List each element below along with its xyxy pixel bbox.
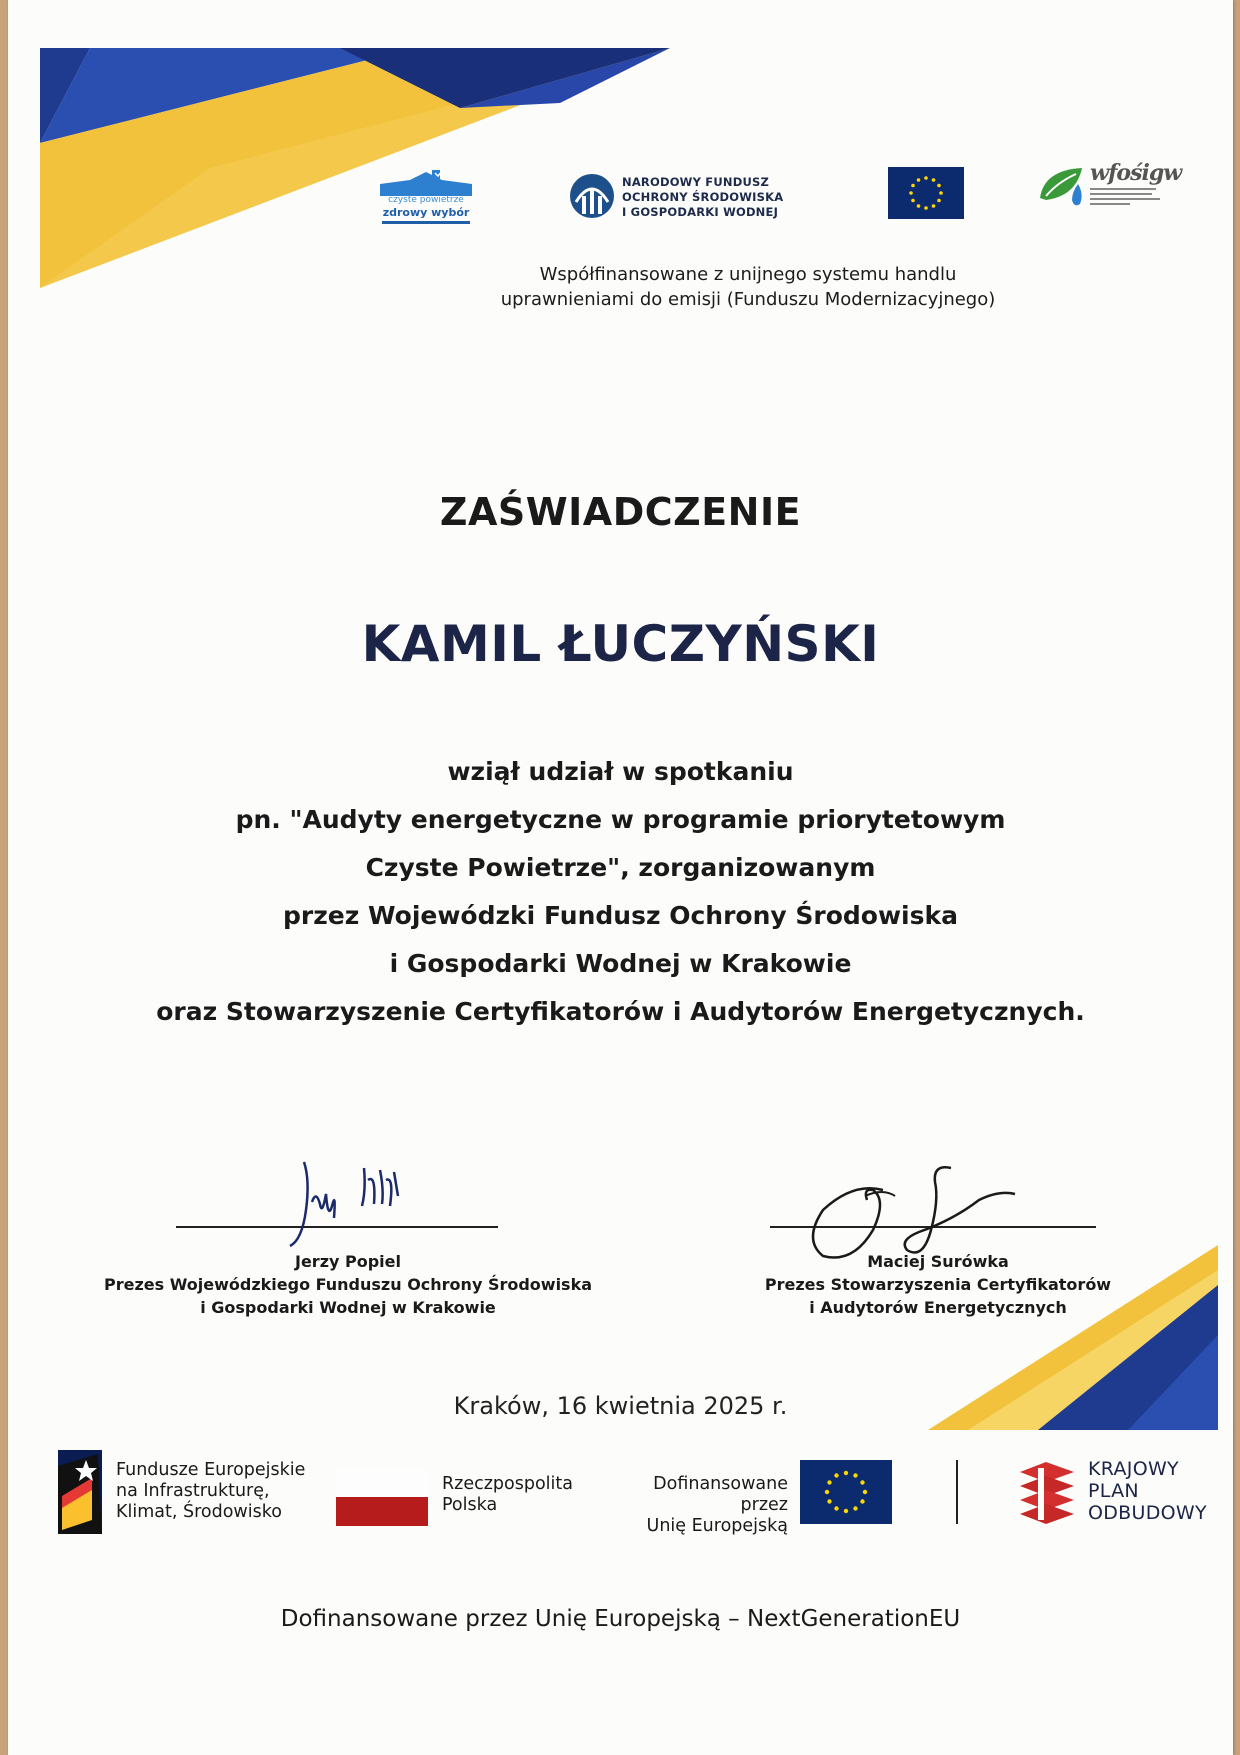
fe-emblem-icon	[58, 1450, 102, 1534]
czyste-powietrze-line2: zdrowy wybór	[382, 206, 470, 219]
kpo-line3: ODBUDOWY	[1088, 1502, 1207, 1524]
polish-flag-icon	[336, 1468, 428, 1526]
body-line: oraz Stowarzyszenie Certyfikatorów i Audytorów Energetycznych.	[156, 997, 1085, 1026]
rp-line1: Rzeczpospolita	[442, 1474, 573, 1494]
leaf-drop-icon	[1036, 162, 1090, 214]
rzeczpospolita-polska-text	[442, 1474, 573, 1516]
place-and-date: Kraków, 16 kwietnia 2025 r.	[453, 1392, 788, 1420]
body-line: i Gospodarki Wodnej w Krakowie	[389, 949, 852, 978]
signatory-name: Jerzy Popiel	[295, 1252, 401, 1271]
nfosigw-line3: I GOSPODARKI WODNEJ	[622, 205, 779, 219]
body-line: Czyste Powietrze", zorganizowanym	[365, 853, 876, 882]
body-line: przez Wojewódzki Fundusz Ochrony Środowiska	[282, 901, 959, 930]
rp-line2: Polska	[442, 1495, 498, 1515]
kpo-line1: KRAJOWY	[1088, 1458, 1179, 1480]
signatory-left	[98, 1250, 598, 1319]
signatory-role-line: Prezes Wojewódzkiego Funduszu Ochrony Środowiska	[103, 1275, 593, 1294]
nfosigw-logo	[568, 172, 788, 222]
fe-line1: Fundusze Europejskie	[116, 1460, 306, 1480]
recipient-name: KAMIL ŁUCZYŃSKI	[361, 615, 880, 673]
house-roof-icon	[380, 170, 472, 196]
body-line: wziął udział w spotkaniu	[447, 757, 794, 786]
certificate-page	[8, 0, 1233, 1755]
cofinancing-line2: uprawnieniami do emisji (Funduszu Modernizacyjnego)	[500, 289, 996, 310]
wfosigw-logo	[1036, 160, 1182, 220]
wfosigw-small-text	[1090, 187, 1170, 210]
wfosigw-name: wfośigw	[1090, 160, 1182, 186]
certificate-title: ZAŚWIADCZENIE	[439, 490, 802, 534]
cofinancing-line1: Współfinansowane z unijnego systemu handlu	[539, 264, 957, 285]
body-line: pn. "Audyty energetyczne w programie priorytetowym	[235, 805, 1006, 834]
footer-divider	[956, 1460, 958, 1524]
ue-line2: Unię Europejską	[646, 1516, 788, 1536]
czyste-powietrze-line1: czyste powietrze	[388, 195, 464, 205]
kpo-emblem-icon	[1016, 1462, 1078, 1524]
kpo-line2: PLAN	[1088, 1480, 1139, 1502]
ue-line1: Dofinansowane przez	[653, 1474, 788, 1515]
certificate-body	[8, 748, 1233, 1036]
nfosigw-line2: OCHRONY ŚRODOWISKA	[622, 190, 784, 204]
wfosigw-subtitle-lines	[1090, 187, 1170, 207]
cofinancing-note	[448, 262, 1048, 312]
fe-line3: Klimat, Środowisko	[116, 1502, 282, 1522]
eu-flag-icon	[888, 167, 964, 219]
eu-flag-icon	[800, 1460, 892, 1524]
krajowy-plan-odbudowy-logo	[1016, 1458, 1216, 1528]
logo-underline	[382, 221, 470, 224]
eu-cofinancing-text	[602, 1474, 788, 1537]
nfosigw-emblem-icon	[568, 172, 616, 220]
signature-jerzy-popiel	[286, 1150, 426, 1250]
signatory-name: Maciej Surówka	[867, 1252, 1009, 1271]
signatory-role-line: i Gospodarki Wodnej w Krakowie	[200, 1298, 496, 1317]
nfosigw-line1: NARODOWY FUNDUSZ	[622, 175, 770, 189]
nextgenerationeu-note: Dofinansowane przez Unię Europejską – NextGenerationEU	[280, 1606, 961, 1632]
fundusze-europejskie-logo	[58, 1450, 358, 1536]
signatory-role-line: Prezes Stowarzyszenia Certyfikatorów	[764, 1275, 1112, 1294]
decorative-band-top	[40, 48, 670, 288]
czyste-powietrze-logo	[380, 170, 472, 226]
fe-line2: na Infrastrukturę,	[116, 1481, 270, 1501]
signatory-role-line: i Audytorów Energetycznych	[809, 1298, 1067, 1317]
